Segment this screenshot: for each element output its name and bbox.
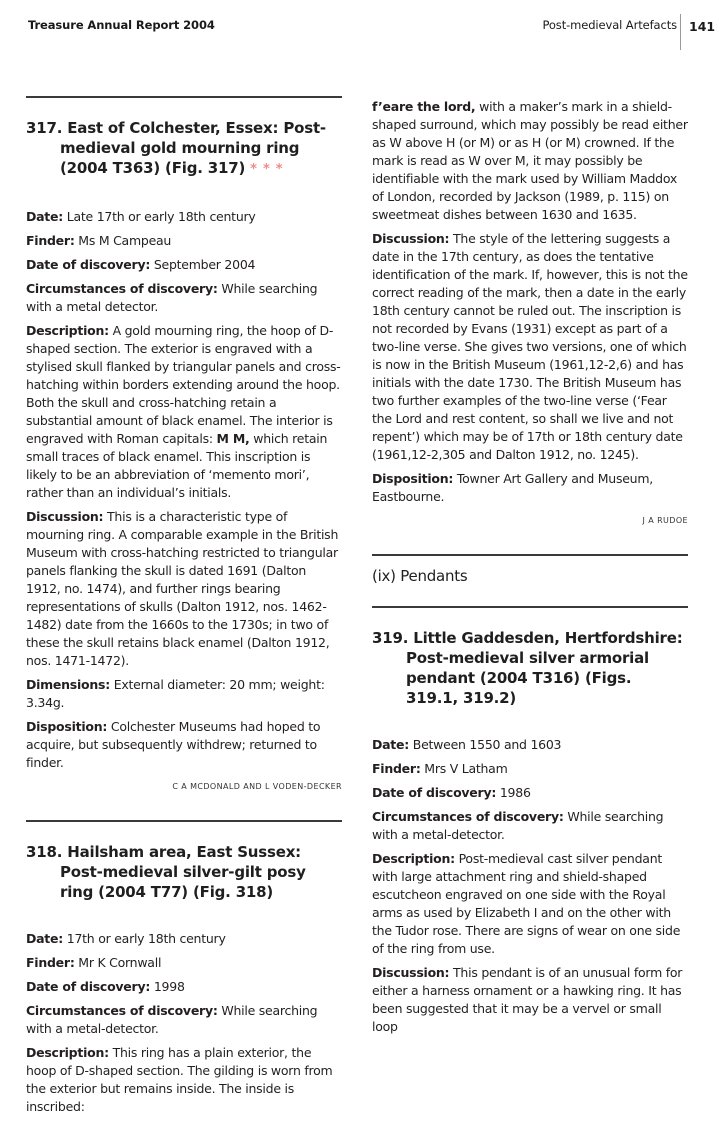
header-divider <box>680 14 681 50</box>
entry-318-date <box>26 930 342 948</box>
discussion-text: This pendant is of an unusual form for either a harness ornament or a hawking ring. It has been suggested that it may be a vervel or small loop <box>372 965 683 1034</box>
entry-rule <box>26 820 342 822</box>
discovery-date-label: Date of discovery: <box>26 257 151 272</box>
entry-317-title <box>26 118 342 180</box>
entry-317-finder <box>26 232 342 250</box>
dimensions-label: Dimensions: <box>26 677 110 692</box>
finder-value: Mr K Cornwall <box>78 955 162 970</box>
circumstances-label: Circumstances of discovery: <box>26 1003 218 1018</box>
date-label: Date: <box>26 931 64 946</box>
description-label: Description: <box>26 1045 109 1060</box>
entry-317-discovery-date <box>26 256 342 274</box>
disposition-value: Towner Art Gallery and Museum, Eastbourne. <box>372 471 653 504</box>
entry-319-date <box>372 736 688 754</box>
entry-319-circumstances <box>372 808 688 844</box>
entry-317-title-text: 317. East of Colchester, Essex: Post-medieval gold mourning ring (2004 T363) (Fig. 317) <box>26 119 326 177</box>
description-label: Description: <box>26 323 109 338</box>
dimensions-value: External diameter: 20 mm; weight: 3.34g. <box>26 677 325 710</box>
finder-label: Finder: <box>26 233 75 248</box>
disposition-label: Disposition: <box>372 471 454 486</box>
description-text: This ring has a plain exterior, the hoop of D-shaped section. The gilding is worn from the exterior but remains inside. The inside is inscribed: <box>26 1045 333 1114</box>
circumstances-value: While searching with a metal-detector. <box>26 1003 318 1036</box>
circumstances-value: While searching with a metal-detector. <box>372 809 664 842</box>
date-value: 17th or early 18th century <box>66 931 226 946</box>
page-number: 141 <box>689 19 716 34</box>
date-value: Late 17th or early 18th century <box>66 209 256 224</box>
finder-label: Finder: <box>26 955 75 970</box>
description-text: Post-medieval cast silver pendant with large attachment ring and shield-shaped escutcheon engraved on one side with the Royal arms as used by Elizabeth I and on the other with the Tudor rose. There are signs of wear on one side of the ring from use. <box>372 851 681 956</box>
entry-317-disposition <box>26 718 342 772</box>
inscription-text: M M, <box>216 431 250 446</box>
entry-319-discovery-date <box>372 784 688 802</box>
circumstances-value: While searching with a metal detector. <box>26 281 318 314</box>
section-title: (ix) Pendants <box>372 567 468 585</box>
date-label: Date: <box>26 209 64 224</box>
entry-318-circumstances <box>26 1002 342 1038</box>
entry-317-discussion <box>26 508 342 670</box>
discovery-date-label: Date of discovery: <box>372 785 497 800</box>
description-text-cont: with a maker’s mark in a shield-shaped surround, which may possibly be read either as W above H (or M) or as H (or M) crowned. If the mark is read as W over M, it may possibly be identifiable with the mark used by William Maddox of London, recorded by Jackson (1989, p. 115) on sweetmeat dishes between 1630 and 1635. <box>372 99 688 222</box>
discussion-text: The style of the lettering suggests a date in the 17th century, as does the tentative identification of the mark. If, however, this is not the correct reading of the mark, then a date in the early 18th century cannot be ruled out. The inscription is not recorded by Evans (1931) except as part of a two-line verse. She gives two versions, one of which is now in the British Museum (1961,12-2,6) and has initials with the date 1730. The British Museum has two further examples of the two-line verse (‘Fear the Lord and rest content, so shall we live and not repent’) which may be of 17th or 18th century date (1961,12-2,305 and Dalton 1912, no. 1245). <box>372 231 688 462</box>
circumstances-label: Circumstances of discovery: <box>26 281 218 296</box>
report-title: Treasure Annual Report 2004 <box>28 18 215 32</box>
entry-318-finder <box>26 954 342 972</box>
discussion-text: This is a characteristic type of mourning ring. A comparable example in the British Museum with cross-hatching restricted to triangular panels flanking the skull is dated 1691 (Dalton 1912, no. 1474), and further rings bearing representations of skulls (Dalton 1912, nos. 1462-1482) date from the 1660s to the 1730s; in two of these the skull retains black enamel (Dalton 1912, nos. 1471-1472). <box>26 509 339 668</box>
entry-318-description-continued <box>372 98 688 224</box>
entry-319-discussion <box>372 964 688 1036</box>
entry-318-title: 318. Hailsham area, East Sussex: Post-medieval silver-gilt posy ring (2004 T77) (Fig. 318) <box>26 843 306 901</box>
discovery-date-value: September 2004 <box>153 257 256 272</box>
date-label: Date: <box>372 737 410 752</box>
entry-317-description <box>26 322 342 502</box>
section-running-head: Post-medieval Artefacts <box>542 18 677 32</box>
entry-rule <box>26 96 342 98</box>
circumstances-label: Circumstances of discovery: <box>372 809 564 824</box>
disposition-value: Colchester Museums had hoped to acquire, but subsequently withdrew; returned to finder. <box>26 719 321 770</box>
finder-value: Mrs V Latham <box>424 761 508 776</box>
rating-stars: *** <box>250 162 289 177</box>
inscription-text: f’eare the lord, <box>372 99 476 114</box>
entry-318-credit: J A RUDOE <box>642 516 688 525</box>
description-label: Description: <box>372 851 455 866</box>
disposition-label: Disposition: <box>26 719 108 734</box>
entry-319-description <box>372 850 688 958</box>
entry-rule <box>372 606 688 608</box>
entry-317-credit: C A MCDONALD AND L VODEN-DECKER <box>172 782 342 791</box>
right-column <box>372 98 688 1042</box>
finder-label: Finder: <box>372 761 421 776</box>
discussion-label: Discussion: <box>372 231 450 246</box>
discussion-label: Discussion: <box>26 509 104 524</box>
discovery-date-value: 1986 <box>499 785 531 800</box>
page-header <box>0 0 725 60</box>
entry-318-description <box>26 1044 342 1116</box>
entry-318-discovery-date <box>26 978 342 996</box>
finder-value: Ms M Campeau <box>78 233 172 248</box>
discussion-label: Discussion: <box>372 965 450 980</box>
entry-317-dimensions <box>26 676 342 712</box>
entry-318-disposition <box>372 470 688 506</box>
entry-319-finder <box>372 760 688 778</box>
discovery-date-label: Date of discovery: <box>26 979 151 994</box>
entry-317-date <box>26 208 342 226</box>
left-column <box>26 96 342 1122</box>
date-value: Between 1550 and 1603 <box>412 737 562 752</box>
discovery-date-value: 1998 <box>153 979 185 994</box>
entry-318-discussion <box>372 230 688 464</box>
section-rule <box>372 554 688 556</box>
entry-319-title: 319. Little Gaddesden, Hertfordshire: Post-medieval silver armorial pendant (2004 T316) (Figs. 319.1, 319.2) <box>372 629 683 707</box>
entry-317-circumstances <box>26 280 342 316</box>
description-text: A gold mourning ring, the hoop of D-shaped section. The exterior is engraved with a stylised skull flanked by triangular panels and cross-hatching within borders extending around the hoop. Both the skull and cross-hatching retain a substantial amount of black enamel. The interior is engraved with Roman capitals: <box>26 323 341 446</box>
description-text-cont: which retain small traces of black enamel. This inscription is likely to be an abbreviation of ‘memento mori’, rather than an individual’s initials. <box>26 431 328 500</box>
